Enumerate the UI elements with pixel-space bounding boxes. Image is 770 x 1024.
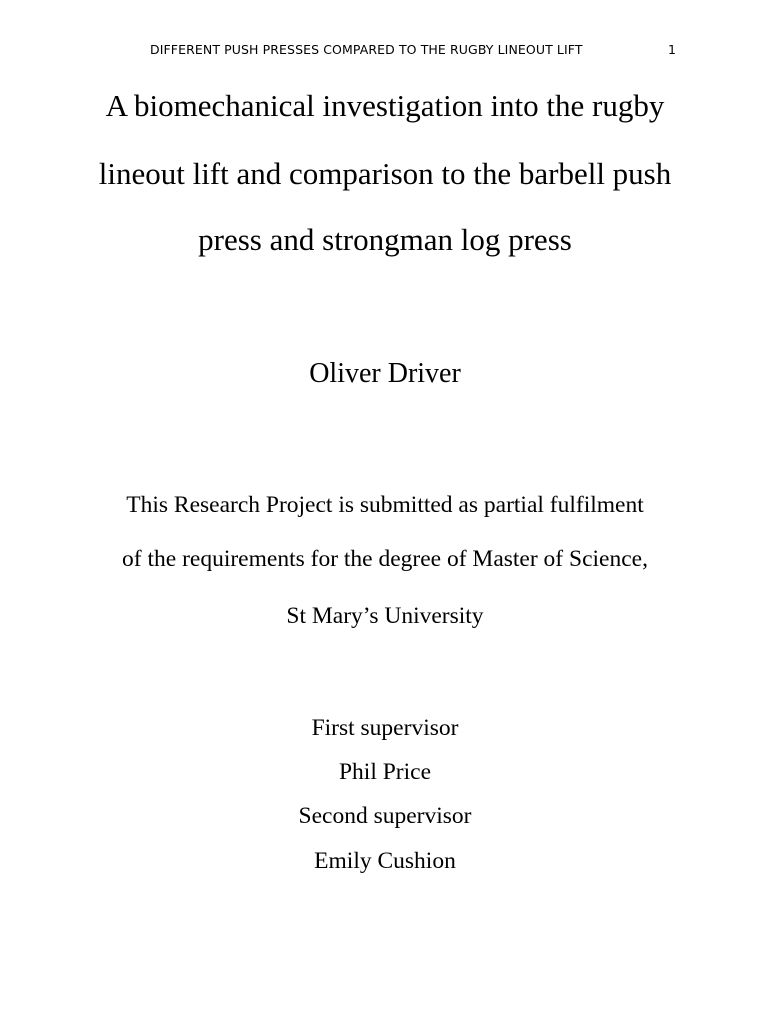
author-name: Oliver Driver — [309, 358, 461, 389]
second-supervisor-name: Emily Cushion — [314, 848, 456, 874]
title-line: press and strongman log press — [198, 222, 572, 257]
title-line: lineout lift and comparison to the barbell push — [98, 156, 672, 191]
running-head: DIFFERENT PUSH PRESSES COMPARED TO THE RUGBY LINEOUT LIFT — [150, 42, 583, 57]
statement-line: This Research Project is submitted as partial fulfilment — [126, 492, 644, 518]
page-number: 1 — [668, 42, 676, 57]
second-supervisor-label: Second supervisor — [298, 803, 472, 829]
first-supervisor-name: Phil Price — [338, 759, 432, 785]
first-supervisor-label: First supervisor — [311, 715, 459, 741]
statement-line: of the requirements for the degree of Master of Science, — [122, 546, 648, 572]
title-line: A biomechanical investigation into the rugby — [105, 88, 665, 123]
university-name: St Mary’s University — [286, 603, 484, 629]
